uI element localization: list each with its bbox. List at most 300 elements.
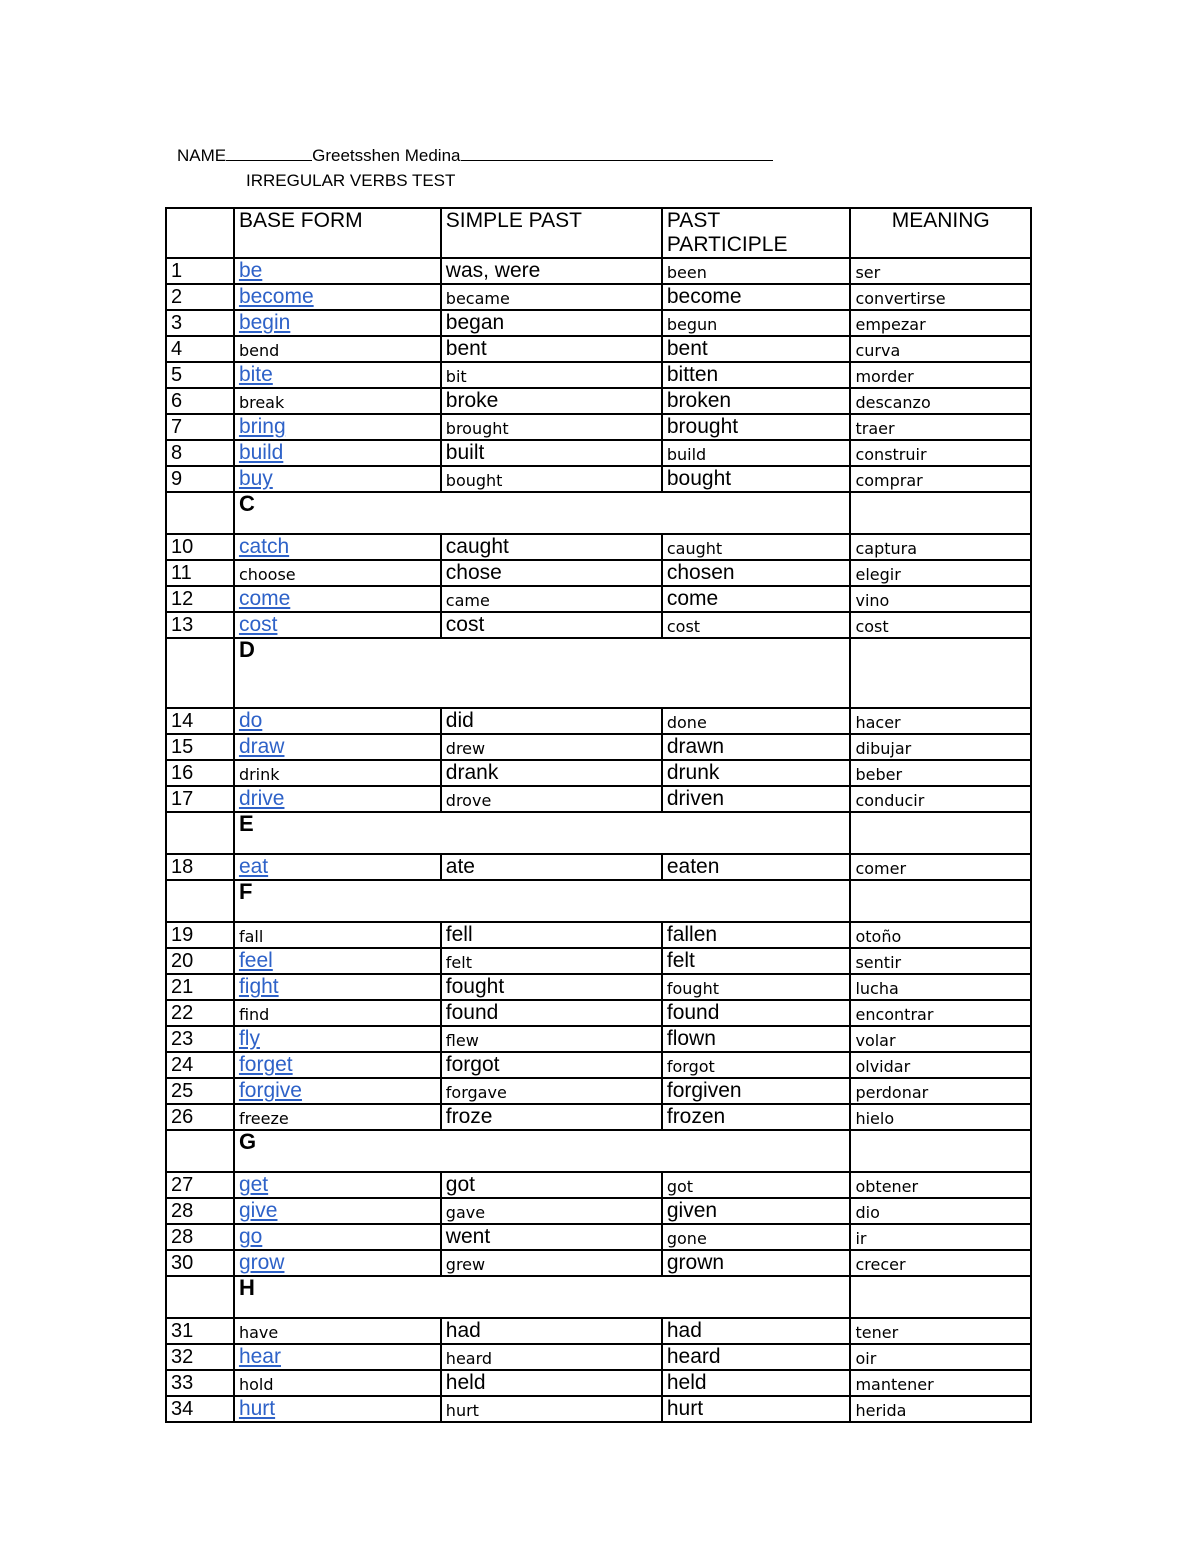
table-row — [166, 440, 1031, 466]
past-participle-cell — [662, 1104, 851, 1130]
meaning: hacer — [855, 713, 901, 732]
row-number: 22 — [171, 1002, 194, 1024]
row-number: 9 — [171, 468, 183, 490]
base-form-link[interactable]: bring — [238, 415, 286, 438]
table-row — [166, 1198, 1031, 1224]
simple-past-cell — [441, 1318, 662, 1344]
base-form-link[interactable]: forgive — [238, 1079, 302, 1102]
row-number-cell — [166, 362, 234, 388]
row-number-cell — [166, 1052, 234, 1078]
meaning-cell — [850, 974, 1031, 1000]
simple-past: bought — [445, 471, 503, 490]
table-row — [166, 612, 1031, 638]
meaning-cell — [850, 612, 1031, 638]
base-form-cell — [234, 1172, 441, 1198]
section-number-cell — [166, 1130, 234, 1172]
row-number: 7 — [171, 416, 183, 438]
base-form-cell — [234, 854, 441, 880]
base-form: find — [238, 1005, 270, 1024]
section-letter: F — [238, 880, 253, 904]
meaning-cell — [850, 560, 1031, 586]
row-number: 32 — [171, 1346, 194, 1368]
past-participle: flown — [666, 1027, 716, 1050]
table-row — [166, 1250, 1031, 1276]
table-row — [166, 922, 1031, 948]
base-form-cell — [234, 414, 441, 440]
section-letter: C — [238, 492, 255, 516]
past-participle: had — [666, 1319, 702, 1342]
simple-past-cell — [441, 310, 662, 336]
simple-past-cell — [441, 284, 662, 310]
base-form-link[interactable]: begin — [238, 311, 291, 334]
base-form-link[interactable]: get — [238, 1173, 269, 1196]
row-number-cell — [166, 1370, 234, 1396]
meaning: lucha — [855, 979, 899, 998]
meaning: construir — [855, 445, 927, 464]
row-number-cell — [166, 388, 234, 414]
name-underline-left — [226, 144, 312, 161]
simple-past: drew — [445, 739, 486, 758]
base-form-link[interactable]: come — [238, 587, 291, 610]
meaning: olvidar — [855, 1057, 911, 1076]
row-number: 5 — [171, 364, 183, 386]
simple-past: heard — [445, 1349, 493, 1368]
base-form-link[interactable]: drive — [238, 787, 285, 810]
past-participle-cell — [662, 440, 851, 466]
simple-past-cell — [441, 1104, 662, 1130]
row-number: 1 — [171, 260, 183, 282]
section-row — [166, 638, 1031, 708]
row-number: 21 — [171, 976, 194, 998]
base-form-cell — [234, 1000, 441, 1026]
simple-past: forgave — [445, 1083, 507, 1102]
meaning-cell — [850, 760, 1031, 786]
row-number-cell — [166, 560, 234, 586]
meaning-cell — [850, 1370, 1031, 1396]
simple-past-cell — [441, 612, 662, 638]
past-participle-cell — [662, 466, 851, 492]
base-form-link[interactable]: hear — [238, 1345, 281, 1368]
row-number-cell — [166, 310, 234, 336]
past-participle-cell — [662, 534, 851, 560]
base-form-link[interactable]: be — [238, 259, 263, 282]
simple-past-cell — [441, 560, 662, 586]
base-form-cell — [234, 948, 441, 974]
meaning: ser — [855, 263, 881, 282]
past-participle-cell — [662, 1000, 851, 1026]
table-row — [166, 1396, 1031, 1422]
meaning-cell — [850, 310, 1031, 336]
table-row — [166, 258, 1031, 284]
table-row — [166, 414, 1031, 440]
meaning-cell — [850, 1250, 1031, 1276]
table-row — [166, 786, 1031, 812]
meaning: empezar — [855, 315, 926, 334]
simple-past: grew — [445, 1255, 486, 1274]
row-number-cell — [166, 414, 234, 440]
simple-past: drank — [445, 761, 499, 784]
base-form-cell — [234, 1026, 441, 1052]
base-form-cell — [234, 1344, 441, 1370]
simple-past: came — [445, 591, 490, 610]
meaning-cell — [850, 1172, 1031, 1198]
meaning-cell — [850, 786, 1031, 812]
section-number-cell — [166, 880, 234, 922]
meaning: beber — [855, 765, 903, 784]
meaning-cell — [850, 1198, 1031, 1224]
section-row — [166, 812, 1031, 854]
base-form-cell — [234, 1104, 441, 1130]
base-form-cell — [234, 1078, 441, 1104]
irregular-verbs-table — [165, 207, 1032, 1423]
table-row — [166, 310, 1031, 336]
meaning: volar — [855, 1031, 896, 1050]
past-participle-cell — [662, 1052, 851, 1078]
past-participle: forgiven — [666, 1079, 742, 1102]
simple-past: held — [445, 1371, 486, 1394]
simple-past: broke — [445, 389, 499, 412]
past-participle-cell — [662, 786, 851, 812]
simple-past-cell — [441, 922, 662, 948]
table-row — [166, 1224, 1031, 1250]
meaning-cell — [850, 534, 1031, 560]
row-number-cell — [166, 440, 234, 466]
meaning: descanzo — [855, 393, 931, 412]
section-letter-cell — [234, 1276, 851, 1318]
meaning-cell — [850, 1052, 1031, 1078]
row-number-cell — [166, 1396, 234, 1422]
row-number: 34 — [171, 1398, 194, 1420]
past-participle-cell — [662, 1250, 851, 1276]
row-number: 25 — [171, 1080, 194, 1102]
base-form-link[interactable]: fly — [238, 1027, 260, 1050]
past-participle: become — [666, 285, 742, 308]
base-form: drink — [238, 765, 280, 784]
past-participle: found — [666, 1001, 720, 1024]
base-form-cell — [234, 734, 441, 760]
base-form: hold — [238, 1375, 274, 1394]
past-participle-cell — [662, 1318, 851, 1344]
past-participle: given — [666, 1199, 718, 1222]
table-row — [166, 974, 1031, 1000]
meaning: tener — [855, 1323, 899, 1342]
past-participle-cell — [662, 284, 851, 310]
past-participle: bent — [666, 337, 708, 360]
table-row — [166, 1370, 1031, 1396]
past-participle-cell — [662, 948, 851, 974]
section-letter: E — [238, 812, 254, 836]
meaning: obtener — [855, 1177, 919, 1196]
base-form-cell — [234, 708, 441, 734]
row-number-cell — [166, 1000, 234, 1026]
base-form-cell — [234, 284, 441, 310]
row-number-cell — [166, 1250, 234, 1276]
base-form-cell — [234, 760, 441, 786]
base-form-cell — [234, 362, 441, 388]
past-participle: gone — [666, 1229, 707, 1248]
row-number-cell — [166, 336, 234, 362]
past-participle-cell — [662, 1172, 851, 1198]
row-number-cell — [166, 534, 234, 560]
past-participle-cell — [662, 922, 851, 948]
base-form-cell — [234, 1224, 441, 1250]
student-name: Greetsshen Medina — [312, 146, 461, 165]
row-number-cell — [166, 466, 234, 492]
row-number: 11 — [171, 562, 192, 584]
simple-past: had — [445, 1319, 481, 1342]
meaning: convertirse — [855, 289, 946, 308]
base-form: break — [238, 393, 285, 412]
table-row — [166, 1344, 1031, 1370]
row-number: 16 — [171, 762, 194, 784]
table-row — [166, 586, 1031, 612]
row-number-cell — [166, 974, 234, 1000]
section-number-cell — [166, 492, 234, 534]
past-participle: held — [666, 1371, 707, 1394]
simple-past: froze — [445, 1105, 493, 1128]
row-number-cell — [166, 1026, 234, 1052]
meaning-cell — [850, 708, 1031, 734]
simple-past-cell — [441, 414, 662, 440]
simple-past: did — [445, 709, 474, 732]
section-meaning-cell — [850, 492, 1031, 534]
row-number: 2 — [171, 286, 183, 308]
past-participle-cell — [662, 414, 851, 440]
row-number-cell — [166, 854, 234, 880]
section-letter: H — [238, 1276, 255, 1300]
table-row — [166, 734, 1031, 760]
simple-past-cell — [441, 974, 662, 1000]
base-form-cell — [234, 466, 441, 492]
table-row — [166, 1318, 1031, 1344]
simple-past-cell — [441, 534, 662, 560]
header-base-form-label: BASE FORM — [238, 209, 363, 232]
meaning: mantener — [855, 1375, 934, 1394]
base-form-link[interactable]: forget — [238, 1053, 293, 1076]
base-form-cell — [234, 440, 441, 466]
meaning-cell — [850, 362, 1031, 388]
simple-past-cell — [441, 1026, 662, 1052]
row-number: 31 — [171, 1320, 194, 1342]
past-participle-cell — [662, 1370, 851, 1396]
past-participle-cell — [662, 1344, 851, 1370]
section-number-cell — [166, 812, 234, 854]
past-participle: bought — [666, 467, 732, 490]
section-meaning-cell — [850, 880, 1031, 922]
past-participle: begun — [666, 315, 718, 334]
meaning-cell — [850, 440, 1031, 466]
base-form-link[interactable]: grow — [238, 1251, 285, 1274]
simple-past: bent — [445, 337, 487, 360]
base-form-link[interactable]: fight — [238, 975, 279, 998]
simple-past-cell — [441, 1370, 662, 1396]
meaning-cell — [850, 586, 1031, 612]
table-row — [166, 1078, 1031, 1104]
base-form-link[interactable]: go — [238, 1225, 263, 1248]
header-past-participle-label: PAST PARTICIPLE — [666, 209, 788, 256]
base-form-cell — [234, 258, 441, 284]
simple-past: hurt — [445, 1401, 479, 1420]
meaning-cell — [850, 1224, 1031, 1250]
meaning: morder — [855, 367, 914, 386]
past-participle-cell — [662, 1078, 851, 1104]
simple-past: cost — [445, 613, 485, 636]
row-number: 3 — [171, 312, 183, 334]
row-number-cell — [166, 922, 234, 948]
row-number-cell — [166, 1318, 234, 1344]
base-form-link[interactable]: bite — [238, 363, 273, 386]
base-form-link[interactable]: catch — [238, 535, 290, 558]
simple-past: built — [445, 441, 485, 464]
simple-past-cell — [441, 854, 662, 880]
table-row — [166, 388, 1031, 414]
meaning-cell — [850, 258, 1031, 284]
meaning: otoño — [855, 927, 902, 946]
base-form-link[interactable]: feel — [238, 949, 273, 972]
past-participle-cell — [662, 734, 851, 760]
simple-past: gave — [445, 1203, 486, 1222]
base-form: choose — [238, 565, 296, 584]
row-number-cell — [166, 612, 234, 638]
simple-past: got — [445, 1173, 475, 1196]
meaning: vino — [855, 591, 890, 610]
past-participle-cell — [662, 708, 851, 734]
meaning: hielo — [855, 1109, 895, 1128]
simple-past: began — [445, 311, 505, 334]
simple-past: forgot — [445, 1053, 500, 1076]
base-form-link[interactable]: give — [238, 1199, 278, 1222]
simple-past-cell — [441, 362, 662, 388]
section-letter-cell — [234, 492, 851, 534]
simple-past-cell — [441, 1396, 662, 1422]
past-participle: drawn — [666, 735, 725, 758]
meaning-cell — [850, 388, 1031, 414]
past-participle: build — [666, 445, 707, 464]
row-number-cell — [166, 586, 234, 612]
meaning-cell — [850, 854, 1031, 880]
base-form-link[interactable]: draw — [238, 735, 285, 758]
base-form-link[interactable]: cost — [238, 613, 278, 636]
simple-past-cell — [441, 586, 662, 612]
past-participle-cell — [662, 258, 851, 284]
row-number: 20 — [171, 950, 194, 972]
simple-past: drove — [445, 791, 492, 810]
simple-past-cell — [441, 388, 662, 414]
past-participle-cell — [662, 310, 851, 336]
past-participle: fought — [666, 979, 719, 998]
simple-past: found — [445, 1001, 499, 1024]
base-form: have — [238, 1323, 279, 1342]
simple-past-cell — [441, 948, 662, 974]
past-participle: forgot — [666, 1057, 715, 1076]
table-row — [166, 466, 1031, 492]
past-participle: done — [666, 713, 707, 732]
section-meaning-cell — [850, 1130, 1031, 1172]
meaning: perdonar — [855, 1083, 929, 1102]
table-row — [166, 534, 1031, 560]
header-past-participle — [662, 208, 851, 258]
simple-past-cell — [441, 1250, 662, 1276]
base-form-link[interactable]: hurt — [238, 1397, 276, 1420]
simple-past-cell — [441, 760, 662, 786]
header-meaning — [850, 208, 1031, 258]
meaning: elegir — [855, 565, 901, 584]
simple-past: fought — [445, 975, 505, 998]
meaning-cell — [850, 948, 1031, 974]
base-form: fall — [238, 927, 264, 946]
base-form-link[interactable]: build — [238, 441, 284, 464]
row-number: 17 — [171, 788, 194, 810]
past-participle-cell — [662, 612, 851, 638]
base-form-link[interactable]: buy — [238, 467, 273, 490]
simple-past: felt — [445, 953, 472, 972]
meaning: sentir — [855, 953, 902, 972]
row-number: 10 — [171, 536, 194, 558]
header-simple-past-label: SIMPLE PAST — [445, 209, 582, 232]
simple-past-cell — [441, 1172, 662, 1198]
meaning-cell — [850, 1000, 1031, 1026]
row-number: 4 — [171, 338, 183, 360]
row-number: 30 — [171, 1252, 194, 1274]
table-row — [166, 854, 1031, 880]
past-participle-cell — [662, 560, 851, 586]
simple-past: caught — [445, 535, 509, 558]
base-form-cell — [234, 1198, 441, 1224]
simple-past-cell — [441, 466, 662, 492]
past-participle: heard — [666, 1345, 721, 1368]
past-participle: fallen — [666, 923, 718, 946]
section-letter-cell — [234, 812, 851, 854]
meaning: oir — [855, 1349, 877, 1368]
header-meaning-label: MEANING — [891, 209, 990, 232]
row-number-cell — [166, 786, 234, 812]
meaning-cell — [850, 1078, 1031, 1104]
meaning: ir — [855, 1229, 867, 1248]
section-row — [166, 880, 1031, 922]
row-number-cell — [166, 1104, 234, 1130]
section-letter: D — [238, 638, 255, 662]
row-number-cell — [166, 258, 234, 284]
meaning-cell — [850, 466, 1031, 492]
past-participle-cell — [662, 1224, 851, 1250]
base-form-link[interactable]: eat — [238, 855, 269, 878]
section-letter-cell — [234, 880, 851, 922]
meaning: captura — [855, 539, 918, 558]
base-form-link[interactable]: become — [238, 285, 314, 308]
base-form-link[interactable]: do — [238, 709, 263, 732]
past-participle: eaten — [666, 855, 720, 878]
meaning-cell — [850, 1344, 1031, 1370]
meaning: cost — [855, 617, 889, 636]
header-base-form — [234, 208, 441, 258]
simple-past-cell — [441, 336, 662, 362]
table-row — [166, 284, 1031, 310]
row-number-cell — [166, 760, 234, 786]
meaning: curva — [855, 341, 901, 360]
row-number: 12 — [171, 588, 194, 610]
row-number: 8 — [171, 442, 183, 464]
simple-past: became — [445, 289, 510, 308]
simple-past: fell — [445, 923, 473, 946]
past-participle: been — [666, 263, 707, 282]
name-underline-right — [461, 144, 773, 161]
past-participle-cell — [662, 974, 851, 1000]
past-participle-cell — [662, 1198, 851, 1224]
row-number: 13 — [171, 614, 194, 636]
meaning-cell — [850, 284, 1031, 310]
base-form-cell — [234, 922, 441, 948]
meaning: crecer — [855, 1255, 906, 1274]
